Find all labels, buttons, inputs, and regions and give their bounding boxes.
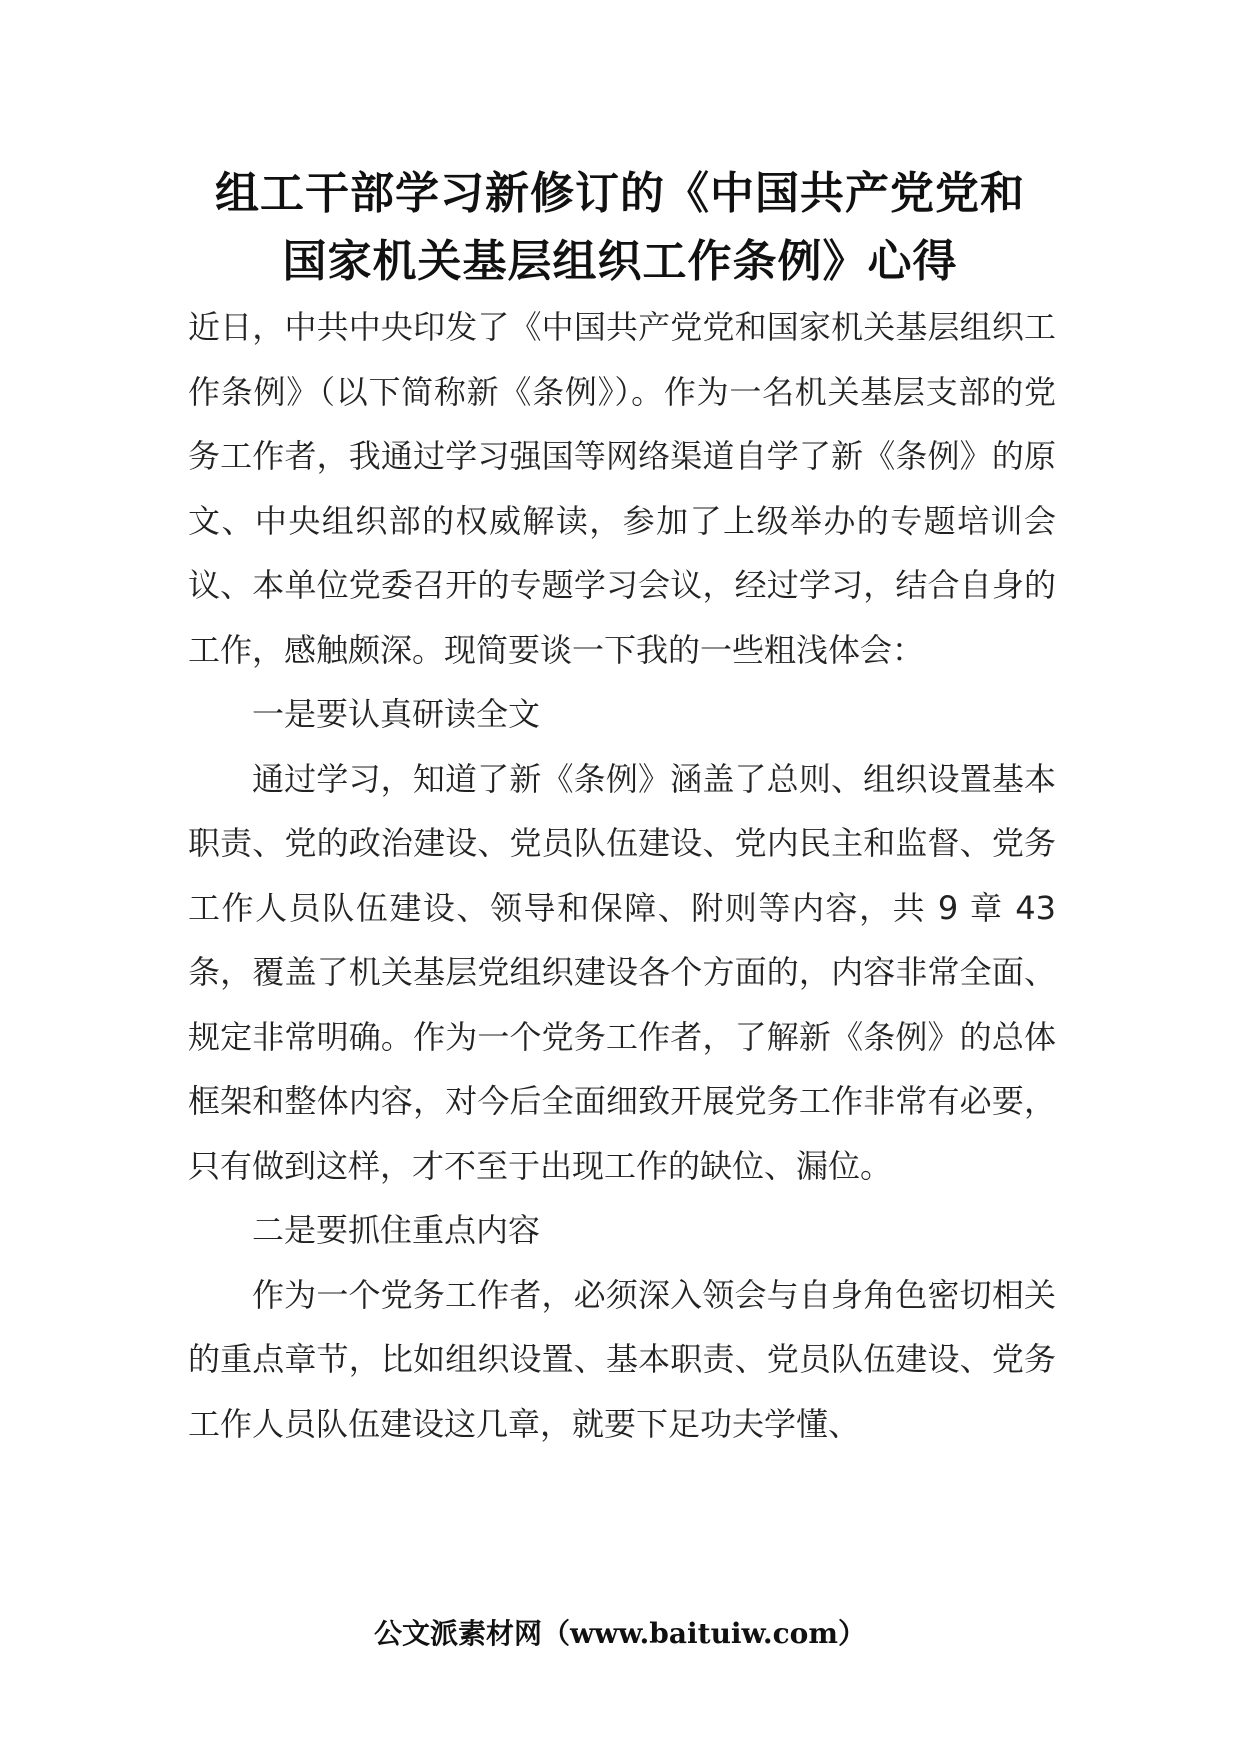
footer-watermark: 公文派素材网（www.baituiw.com） <box>374 1617 866 1650</box>
title-line-2: 国家机关基层组织工作条例》心得 <box>282 236 958 287</box>
paragraph-section-2: 作为一个党务工作者，必须深入领会与自身角色密切相关的重点章节，比如组织设置、基本职责、党员队伍建设、党务工作人员队伍建设这几章，就要下足功夫学懂、 <box>188 1275 1056 1443</box>
paragraph-intro: 近日，中共中央印发了《中国共产党党和国家机关基层组织工作条例》（以下简称新《条例》）。作为一名机关基层支部的党务工作者，我通过学习强国等网络渠道自学了新《条例》的原文、中央组织部的权威解读，参加了上级举办的专题培训会议、本单位党委召开的专题学习会议，经过学习，结合自身的工作，感触颇深。现简要谈一下我的一些粗浅体会： <box>188 308 1056 669</box>
document-body <box>188 295 1056 1456</box>
document-title <box>150 160 1090 296</box>
section-heading-2: 二是要抓住重点内容 <box>252 1211 541 1249</box>
section-heading-1: 一是要认真研读全文 <box>252 695 541 733</box>
title-line-1: 组工干部学习新修订的《中国共产党党和 <box>215 168 1025 219</box>
paragraph-section-1: 通过学习，知道了新《条例》涵盖了总则、组织设置基本职责、党的政治建设、党员队伍建设、党内民主和监督、党务工作人员队伍建设、领导和保障、附则等内容，共 9 章 43 条，覆盖了机关基层党组织建设各个方面的，内容非常全面、规定非常明确。作为一个党务工作者，了解新《条例》的总体框架和整体内容，对今后全面细致开展党务工作非常有必要，只有做到这样，才不至于出现工作的缺位、漏位。 <box>188 759 1056 1185</box>
